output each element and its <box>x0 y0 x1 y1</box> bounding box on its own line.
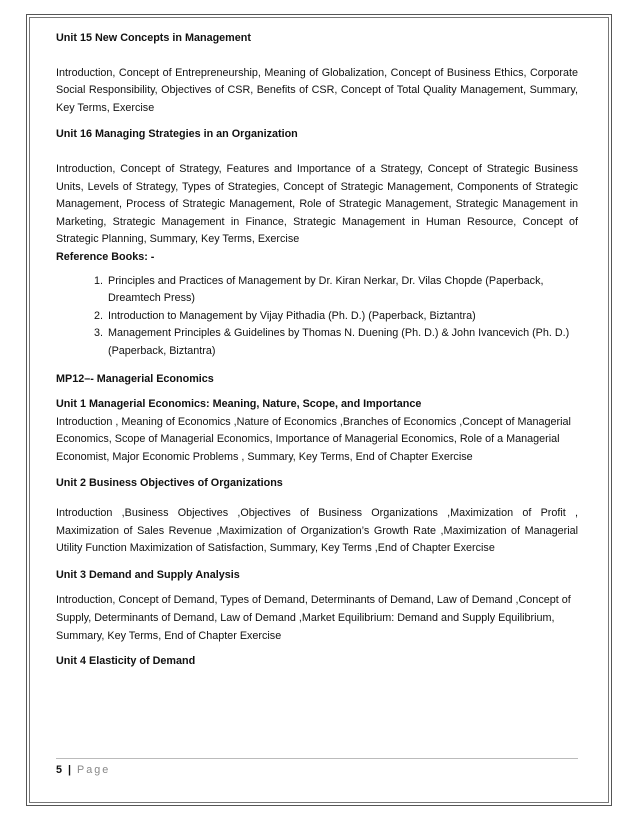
footer-divider <box>56 758 578 759</box>
econ-unit-3-heading: Unit 3 Demand and Supply Analysis <box>56 568 240 581</box>
reference-books-list <box>56 273 578 361</box>
page-footer <box>56 762 110 778</box>
unit-16-heading: Unit 16 Managing Strategies in an Organization <box>56 128 298 141</box>
reference-book-item: 3. Management Principles & Guidelines by Thomas N. Duening (Ph. D.) & John Ivancevich (Ph. D.) (Paperback, Biztantra) <box>106 325 578 360</box>
reference-book-item: 1. Principles and Practices of Management by Dr. Kiran Nerkar, Dr. Vilas Chopde (Paperback, Dreamtech Press) <box>106 273 578 308</box>
unit-15-heading: Unit 15 New Concepts in Management <box>56 32 251 44</box>
econ-unit-2-heading: Unit 2 Business Objectives of Organizations <box>56 477 283 490</box>
reference-books-heading: Reference Books: - <box>56 250 155 263</box>
page-content <box>56 30 578 671</box>
econ-unit-1-heading: Unit 1 Managerial Economics: Meaning, Nature, Scope, and Importance <box>56 398 422 411</box>
reference-book-item: 2. Introduction to Management by Vijay Pithadia (Ph. D.) (Paperback, Biztantra) <box>106 308 578 326</box>
unit-15-body: Introduction, Concept of Entrepreneurship, Meaning of Globalization, Concept of Business Ethics, Corporate Social Responsibility, Objectives of CSR, Benefits of CSR, Concept of Total Quality Management, Summary, Key Terms, Exercise <box>56 66 578 114</box>
page-label: Page <box>77 764 111 776</box>
econ-unit-4-heading: Unit 4 Elasticity of Demand <box>56 655 196 668</box>
footer-separator: | <box>68 764 72 776</box>
course-heading: MP12–- Managerial Economics <box>56 372 214 385</box>
page-number: 5 <box>56 764 63 776</box>
econ-unit-3-body: Introduction, Concept of Demand, Types of Demand, Determinants of Demand, Law of Demand ,Concept of Supply, Determinants of Demand, Law of Demand ,Market Equilibrium: Demand and Supply Equilibrium, Summary, Key Terms, End of Chapter Exercise <box>56 594 571 642</box>
econ-unit-1-body: Introduction , Meaning of Economics ,Nature of Economics ,Branches of Economics ,Concept of Managerial Economics, Scope of Managerial Economics, Importance of Managerial Economics, Role of a Managerial Economist, Major Economic Problems , Summary, Key Terms, End of Chapter Exercise <box>56 415 571 463</box>
econ-unit-2-body: Introduction ,Business Objectives ,Objectives of Business Organizations ,Maximization of Profit , Maximization of Sales Revenue ,Maximization of Organization’s Growth Rate ,Maximization of Managerial Utility Function Maximization of Satisfaction, Summary, Key Terms ,End of Chapter Exercise <box>56 507 578 555</box>
unit-16-body: Introduction, Concept of Strategy, Features and Importance of a Strategy, Concept of Strategic Business Units, Levels of Strategy, Types of Strategies, Concept of Strategic Management, Components of Strategic Management, Process of Strategic Management, Role of Strategic Management, Strategic Management in Marketing, Strategic Management in Finance, Strategic Management in Human Resource, Concept of Strategic Planning, Summary, Key Terms, Exercise <box>56 162 578 246</box>
